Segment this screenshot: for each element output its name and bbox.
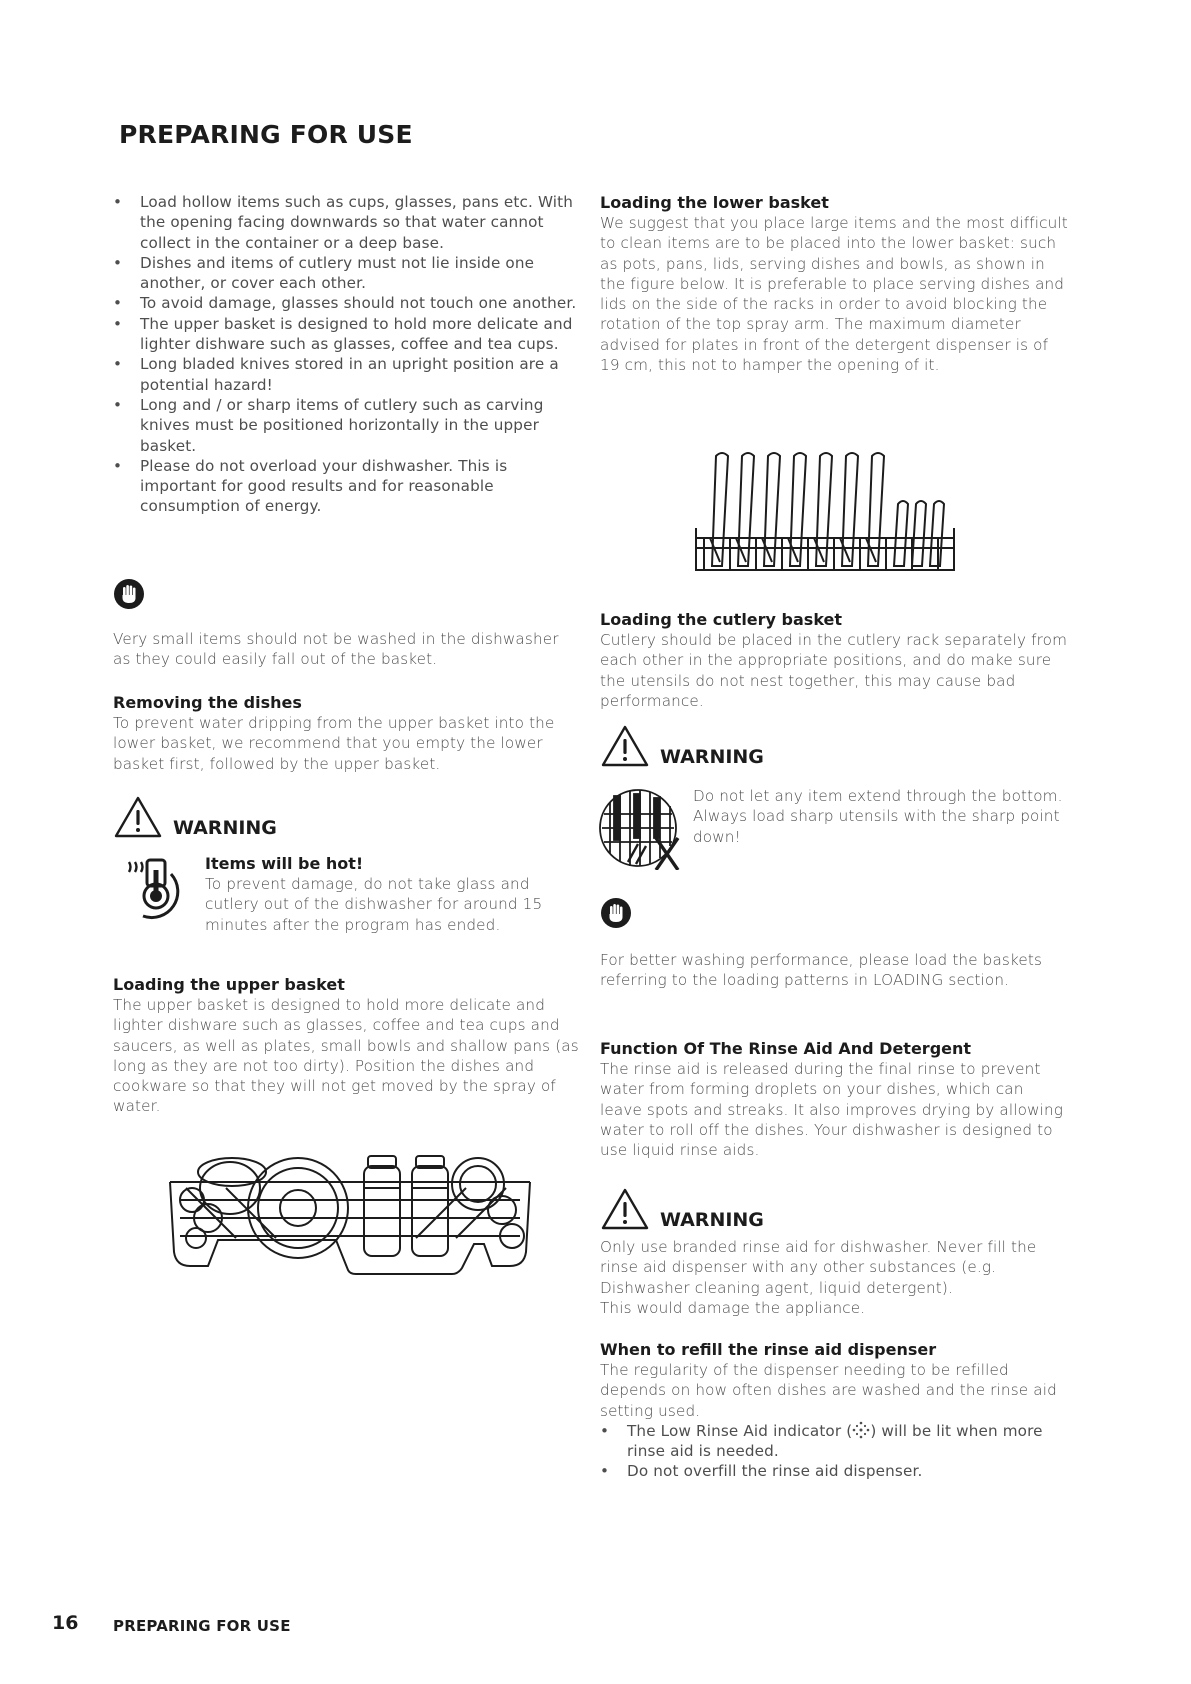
warning-triangle-icon [600, 724, 650, 768]
hot-items-block [205, 853, 577, 935]
list-item: • Please do not overload your dishwasher. This is important for good results and for reasonable consumption of energy. [113, 456, 579, 517]
hot-items-title: Items will be hot! [205, 854, 364, 873]
list-item: • Do not overfill the rinse aid dispenser. [600, 1461, 1070, 1481]
upper-basket-section [113, 974, 579, 1117]
list-item: • Dishes and items of cutlery must not lie inside one another, or cover each other. [113, 253, 579, 294]
upper-basket-text: The upper basket is designed to hold more delicate and lighter dishware such as glasses, coffee and tea cups and saucers, as well as plates, small bowls and shallow pans (as long as they are not too dirty). Position the dishes and cookware so that they will not get moved by the spray of water. [113, 996, 579, 1116]
removing-section [113, 692, 579, 774]
cutlery-warning-line1: Do not let any item extend through the bottom. [693, 787, 1063, 805]
warning-label: WARNING [660, 1209, 764, 1231]
list-item: • To avoid damage, glasses should not touch one another. [113, 293, 579, 313]
warning-label: WARNING [173, 817, 277, 839]
removing-heading: Removing the dishes [113, 693, 302, 712]
warning-triangle-icon [113, 795, 163, 839]
list-item: • Load hollow items such as cups, glasses, pans etc. With the opening facing downwards so that water cannot collect in the container or a deep base. [113, 192, 579, 253]
cutlery-rack-icon [598, 788, 682, 870]
indicator-after: ) will be lit when more rinse aid is needed. [627, 1421, 1043, 1461]
lower-basket-illustration [690, 448, 960, 574]
hot-items-text: To prevent damage, do not take glass and cutlery out of the dishwasher for around 15 minutes after the program has ended. [205, 875, 543, 934]
rinse-warning-line: Only use branded rinse aid for dishwasher. Never fill the rinse aid dispenser with any other substances (e.g. Dishwasher cleaning agent, liquid detergent). [600, 1238, 1037, 1297]
page-title: PREPARING FOR USE [119, 120, 413, 149]
stop-hand-icon [113, 578, 145, 610]
cutlery-warning-text [693, 786, 1073, 847]
warning-rinse-header [600, 1187, 764, 1231]
rinse-function-text: The rinse aid is released during the final rinse to prevent water from forming droplets on your dishes, which can leave spots and streaks. It also improves drying by allowing water to roll off the dishes. Your dishwasher is designed to use liquid rinse aids. [600, 1060, 1064, 1160]
footer-label: PREPARING FOR USE [113, 1617, 291, 1635]
upper-basket-heading: Loading the upper basket [113, 975, 345, 994]
indicator-before: The Low Rinse Aid indicator ( [627, 1421, 853, 1440]
lower-basket-section [600, 192, 1070, 375]
small-items-note: Very small items should not be washed in the dishwasher as they could easily fall out of the basket. [113, 630, 559, 669]
rinse-aid-indicator-icon [852, 1421, 870, 1439]
cutlery-basket-text: Cutlery should be placed in the cutlery rack separately from each other in the appropriate positions, and do make sure the utensils do not nest together, this may cause bad performance. [600, 631, 1068, 710]
rinse-function-heading: Function Of The Rinse Aid And Detergent [600, 1039, 972, 1058]
cutlery-basket-heading: Loading the cutlery basket [600, 610, 843, 629]
stop-hand-icon [600, 897, 632, 929]
refill-heading: When to refill the rinse aid dispenser [600, 1340, 937, 1359]
lower-basket-heading: Loading the lower basket [600, 193, 829, 212]
rinse-function-section [600, 1038, 1070, 1160]
loading-note: For better washing performance, please load the baskets referring to the loading patterns in LOADING section. [600, 951, 1043, 990]
cutlery-basket-section [600, 609, 1070, 711]
refill-text: The regularity of the dispenser needing to be refilled depends on how often dishes are washed and the rinse aid setting used. [600, 1361, 1057, 1420]
hot-dishes-icon [125, 856, 201, 928]
cutlery-warning-line2: Always load sharp utensils with the sharp point down! [693, 807, 1060, 846]
rinse-warning-line2: This would damage the appliance. [600, 1298, 866, 1317]
warning-triangle-icon [600, 1187, 650, 1231]
removing-text: To prevent water dripping from the upper basket into the lower basket, we recommend that you empty the lower basket first, followed by the upper basket. [113, 714, 555, 773]
upper-basket-illustration [166, 1148, 534, 1278]
list-item: • Long bladed knives stored in an upright position are a potential hazard! [113, 354, 579, 395]
warning-hot-header [113, 795, 277, 839]
refill-list [600, 1421, 1070, 1482]
lower-basket-text: We suggest that you place large items and the most difficult to clean items are to be placed into the lower basket: such as pots, pans, lids, serving dishes and bowls, as shown in the figure below. It is preferable to place serving dishes and lids on the side of the racks in order to avoid blocking the rotation of the top spray arm. The maximum diameter advised for plates in front of the detergent dispenser is of 19 cm, this not to hamper the opening of it. [600, 214, 1068, 375]
list-item [600, 1421, 1070, 1462]
left-column [113, 192, 579, 517]
rinse-warning-text [600, 1237, 1070, 1318]
warning-label: WARNING [660, 746, 764, 768]
right-column [600, 192, 1070, 375]
list-item: • The upper basket is designed to hold more delicate and lighter dishware such as glasses, coffee and tea cups. [113, 314, 579, 355]
warning-cutlery-header [600, 724, 764, 768]
page-number: 16 [52, 1612, 79, 1634]
loading-tips-list [113, 192, 579, 517]
list-item: • Long and / or sharp items of cutlery such as carving knives must be positioned horizontally in the upper basket. [113, 395, 579, 456]
refill-section [600, 1339, 1070, 1482]
